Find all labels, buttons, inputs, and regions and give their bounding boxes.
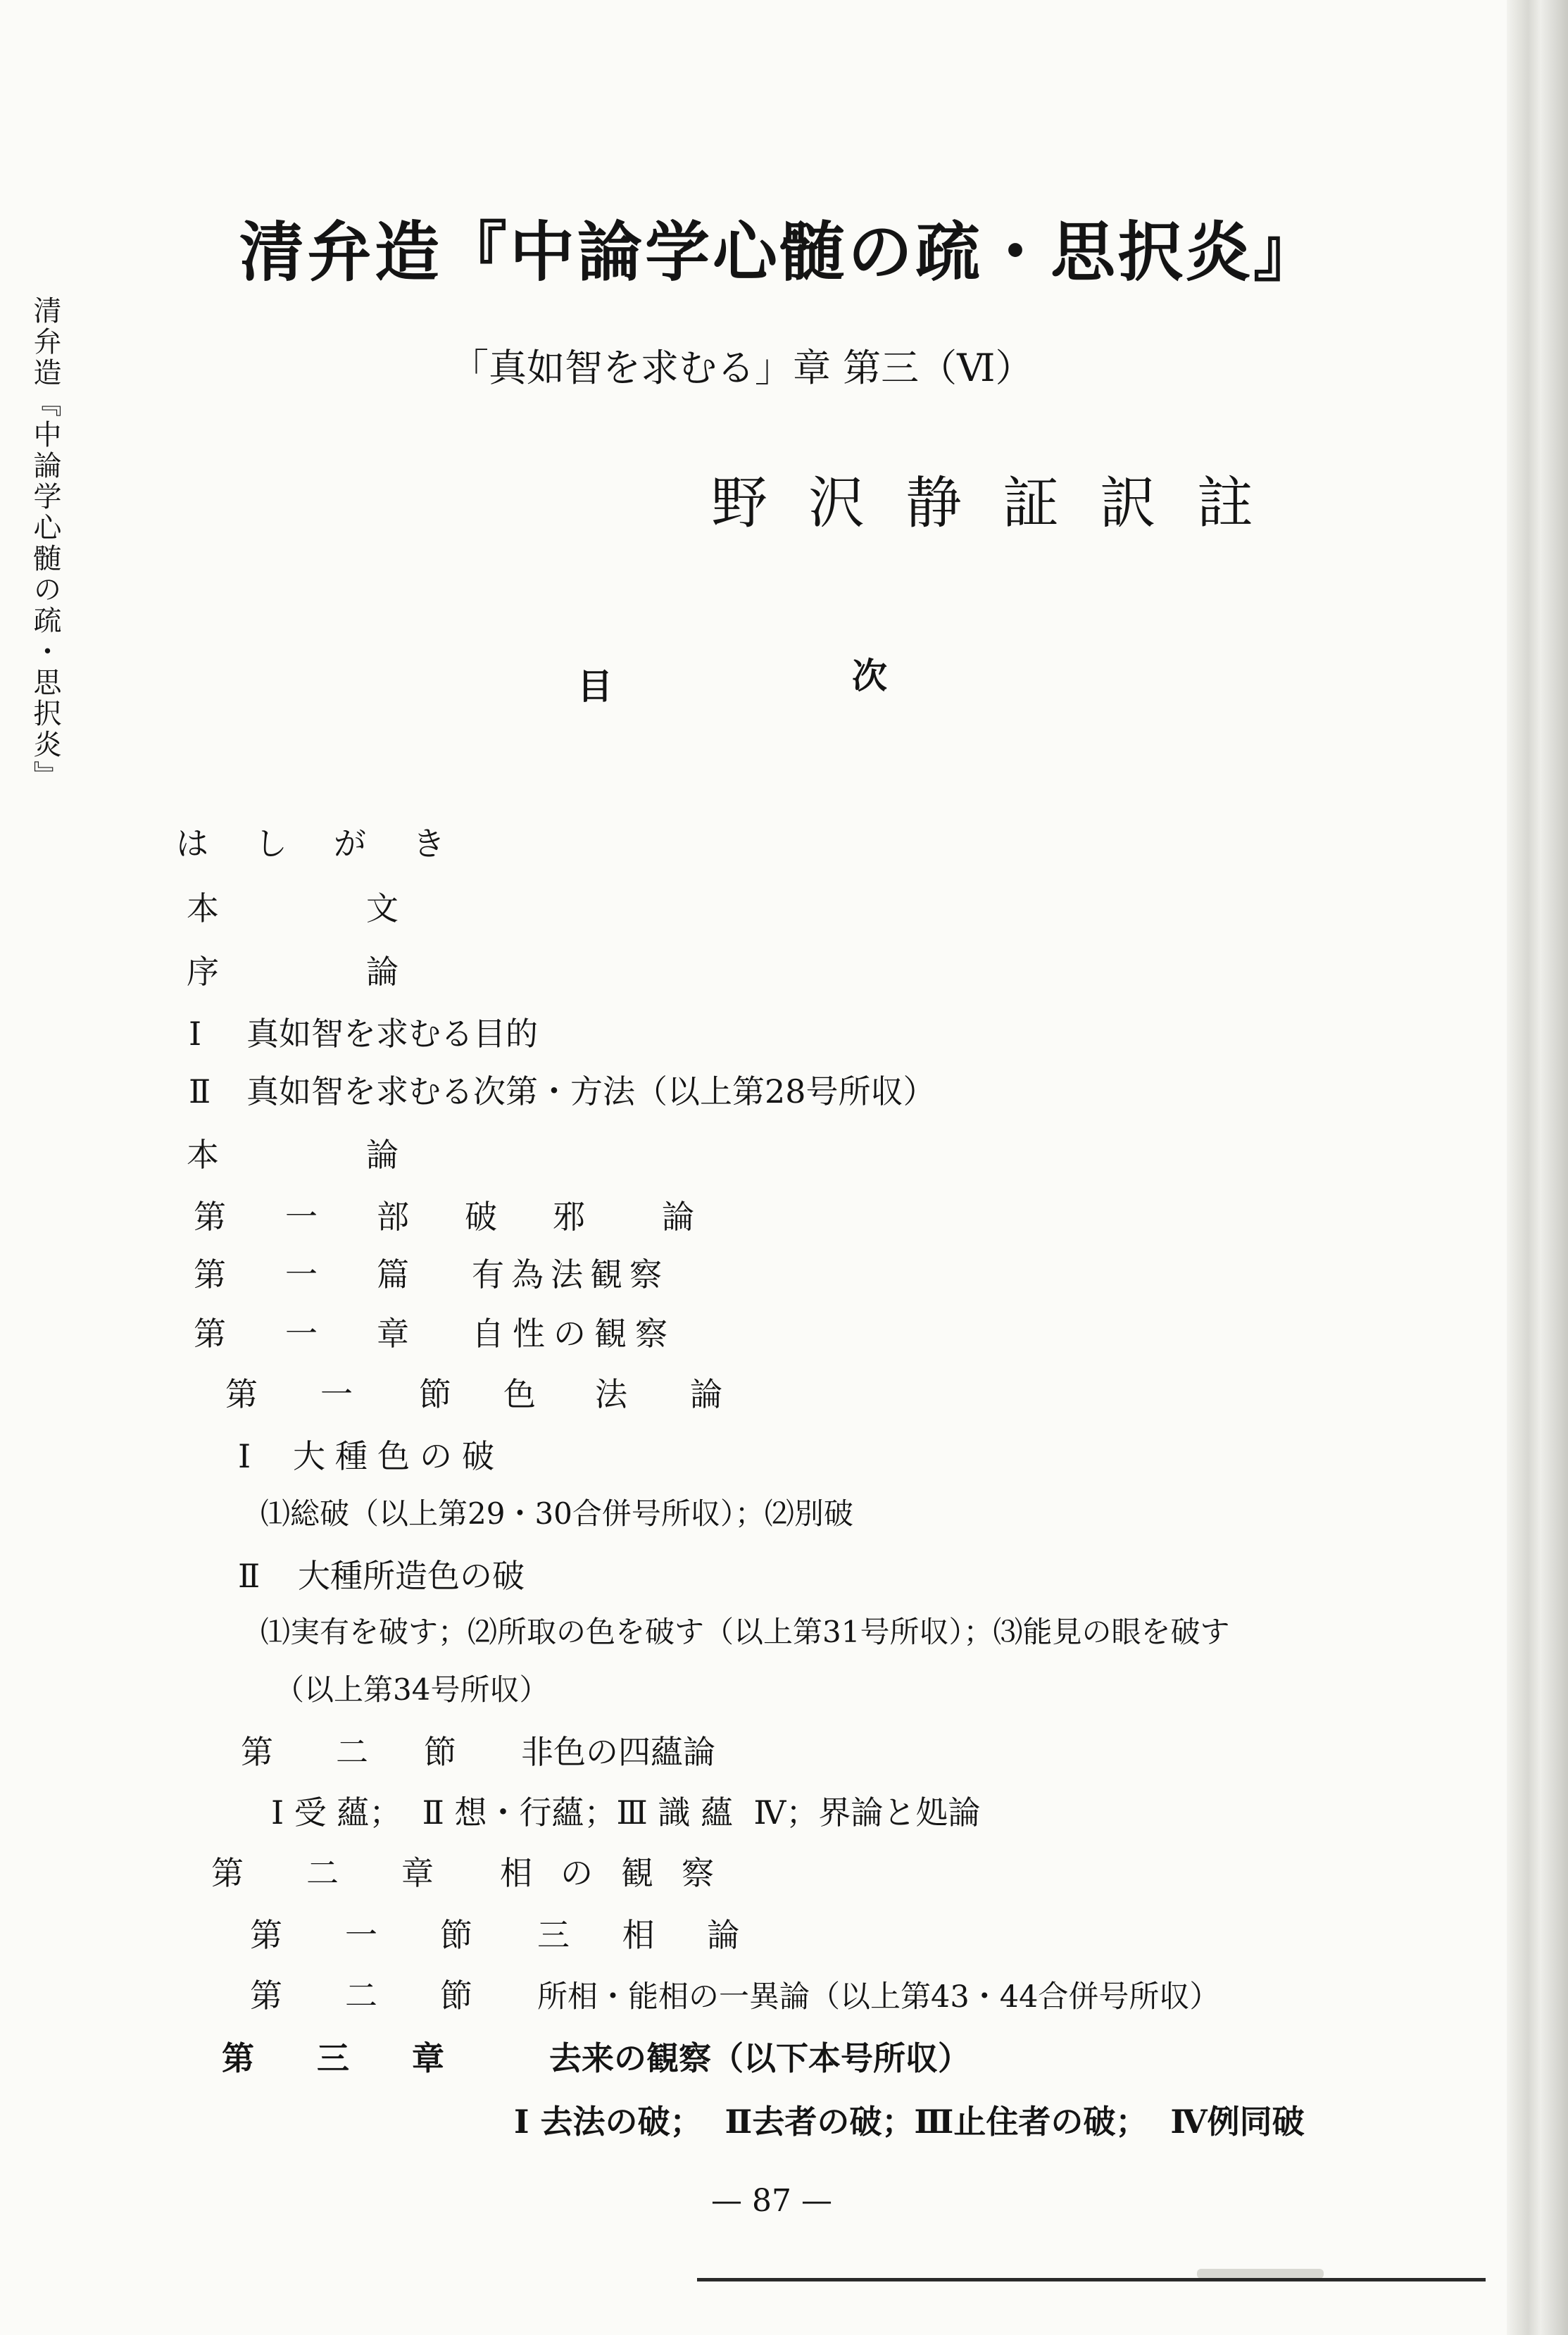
toc-char: 論 — [690, 1375, 722, 1413]
toc-char: 二 — [345, 1977, 377, 2015]
subtitle: 「真如智を求むる」章 第三（Ⅵ） — [451, 346, 1034, 390]
toc-numeral: Ⅱ — [189, 1072, 211, 1110]
page-edge-shadow — [1507, 0, 1568, 2335]
bottom-smudge — [1197, 2269, 1324, 2279]
toc-char: 第 — [194, 1315, 226, 1353]
toc-char: 第 — [241, 1733, 273, 1771]
toc-entry-sho2 — [211, 1853, 742, 1893]
toc-char: 第 — [222, 2039, 254, 2077]
toc-char: 篇 — [377, 1256, 409, 1294]
toc-char: 本 — [187, 889, 219, 927]
toc-entry-jo-2 — [189, 1072, 936, 1111]
toc-entry-sho2-setsu1 — [250, 1915, 760, 1955]
toc-heading-char2: 次 — [852, 655, 887, 696]
toc-char: 章 — [377, 1315, 409, 1353]
toc-char: 部 — [377, 1198, 409, 1236]
toc-char: 第 — [194, 1198, 226, 1236]
toc-text: 相の観察 — [500, 1854, 742, 1892]
toc-text: 三 相 論 — [537, 1916, 761, 1954]
toc-text: 真如智を求むる目的 — [246, 1015, 538, 1053]
toc-char: 破 — [465, 1198, 497, 1236]
toc-char: 章 — [401, 1854, 434, 1892]
toc-char: 第 — [194, 1256, 226, 1294]
toc-char: 一 — [320, 1375, 353, 1413]
toc-text: 非色の四蘊論 — [521, 1733, 715, 1771]
toc-char: 序 — [187, 953, 219, 991]
toc-entry-s1-1-detail: ⑴総破（以上第29・30合併号所収）；⑵別破 — [261, 1496, 853, 1531]
toc-char: 色 — [503, 1375, 536, 1413]
toc-entry-s1-2-detail-cont: （以上第34号所収） — [275, 1672, 549, 1707]
toc-entry-s1-1 — [238, 1436, 504, 1476]
toc-char: 一 — [345, 1916, 377, 1954]
toc-char: 第 — [250, 1977, 282, 2015]
toc-char: 論 — [662, 1198, 694, 1236]
toc-entry-setsu2-items: Ⅰ 受 蘊； Ⅱ 想・行蘊；Ⅲ 識 蘊 Ⅳ；界論と処論 — [271, 1793, 981, 1832]
page-title: 清弁造『中論学心髄の疏・思択炎』 — [239, 214, 1322, 290]
toc-text: 真如智を求むる次第・方法（以上第28号所収） — [246, 1072, 936, 1110]
toc-char: 第 — [225, 1375, 258, 1413]
toc-char: 一 — [285, 1315, 318, 1353]
toc-char: 本 — [187, 1136, 219, 1174]
toc-entry-honron — [187, 1135, 399, 1175]
toc-char: は — [176, 825, 208, 863]
toc-entry-sho1 — [194, 1314, 676, 1353]
toc-text: 所相・能相の一異論（以上第43・44合併号所収） — [537, 1979, 1220, 2015]
toc-char: 邪 — [553, 1198, 585, 1236]
toc-numeral: Ⅰ — [238, 1437, 251, 1475]
toc-char: 一 — [285, 1198, 318, 1236]
toc-entry-sho2-setsu2 — [250, 1976, 1219, 2017]
toc-char: 二 — [306, 1854, 339, 1892]
toc-char: 節 — [419, 1375, 451, 1413]
toc-entry-s1-2-detail: ⑴実有を破す；⑵所取の色を破す（以上第31号所収）；⑶能見の眼を破す — [261, 1615, 1230, 1649]
toc-entry-honbun — [187, 889, 399, 928]
toc-entry-setsu2 — [241, 1732, 715, 1772]
toc-char: 法 — [595, 1375, 627, 1413]
toc-entry-sho3-items: Ⅰ 去法の破； Ⅱ去者の破；Ⅲ止住者の破； Ⅳ例同破 — [514, 2103, 1305, 2141]
toc-char: 二 — [336, 1733, 368, 1771]
toc-entry-s1-2 — [238, 1556, 525, 1596]
toc-text: 自性の観察 — [472, 1315, 676, 1353]
toc-char: が — [334, 825, 366, 863]
toc-text: 大種所造色の破 — [298, 1557, 525, 1595]
toc-entry-bu1 — [194, 1197, 694, 1237]
toc-entry-hen1 — [194, 1255, 669, 1294]
toc-char: 論 — [366, 953, 399, 991]
toc-entry-hashigaki — [176, 824, 491, 863]
toc-char: 第 — [250, 1916, 282, 1954]
toc-entry-setsu1 — [225, 1375, 722, 1414]
toc-numeral: Ⅰ — [189, 1015, 202, 1053]
page-number: — 87 — — [711, 2183, 832, 2219]
toc-char: 節 — [440, 1916, 472, 1954]
running-head: 清弁造『中論学心髄の疏・思択炎』 — [29, 296, 61, 791]
bottom-rule — [697, 2278, 1486, 2281]
toc-char: 論 — [366, 1136, 399, 1174]
toc-char: 文 — [366, 889, 399, 927]
toc-char: 三 — [317, 2039, 349, 2077]
toc-char: 第 — [211, 1854, 244, 1892]
toc-char: 章 — [412, 2039, 444, 2077]
toc-char: し — [255, 825, 287, 863]
toc-numeral: Ⅱ — [238, 1557, 261, 1595]
author: 野沢静証訳註 — [711, 470, 1294, 536]
toc-char: 節 — [424, 1733, 456, 1771]
toc-entry-sho3 — [222, 2039, 970, 2078]
toc-char: き — [413, 825, 445, 863]
toc-heading-char1: 目 — [577, 665, 613, 707]
toc-text: 去来の観察（以下本号所収） — [549, 2039, 970, 2077]
toc-entry-jo-1 — [189, 1014, 538, 1053]
toc-text: 有為法観察 — [472, 1256, 669, 1294]
toc-text: 大種色の破 — [293, 1437, 504, 1475]
toc-entry-joron — [187, 952, 399, 991]
toc-char: 一 — [285, 1256, 318, 1294]
toc-char: 節 — [440, 1977, 472, 2015]
